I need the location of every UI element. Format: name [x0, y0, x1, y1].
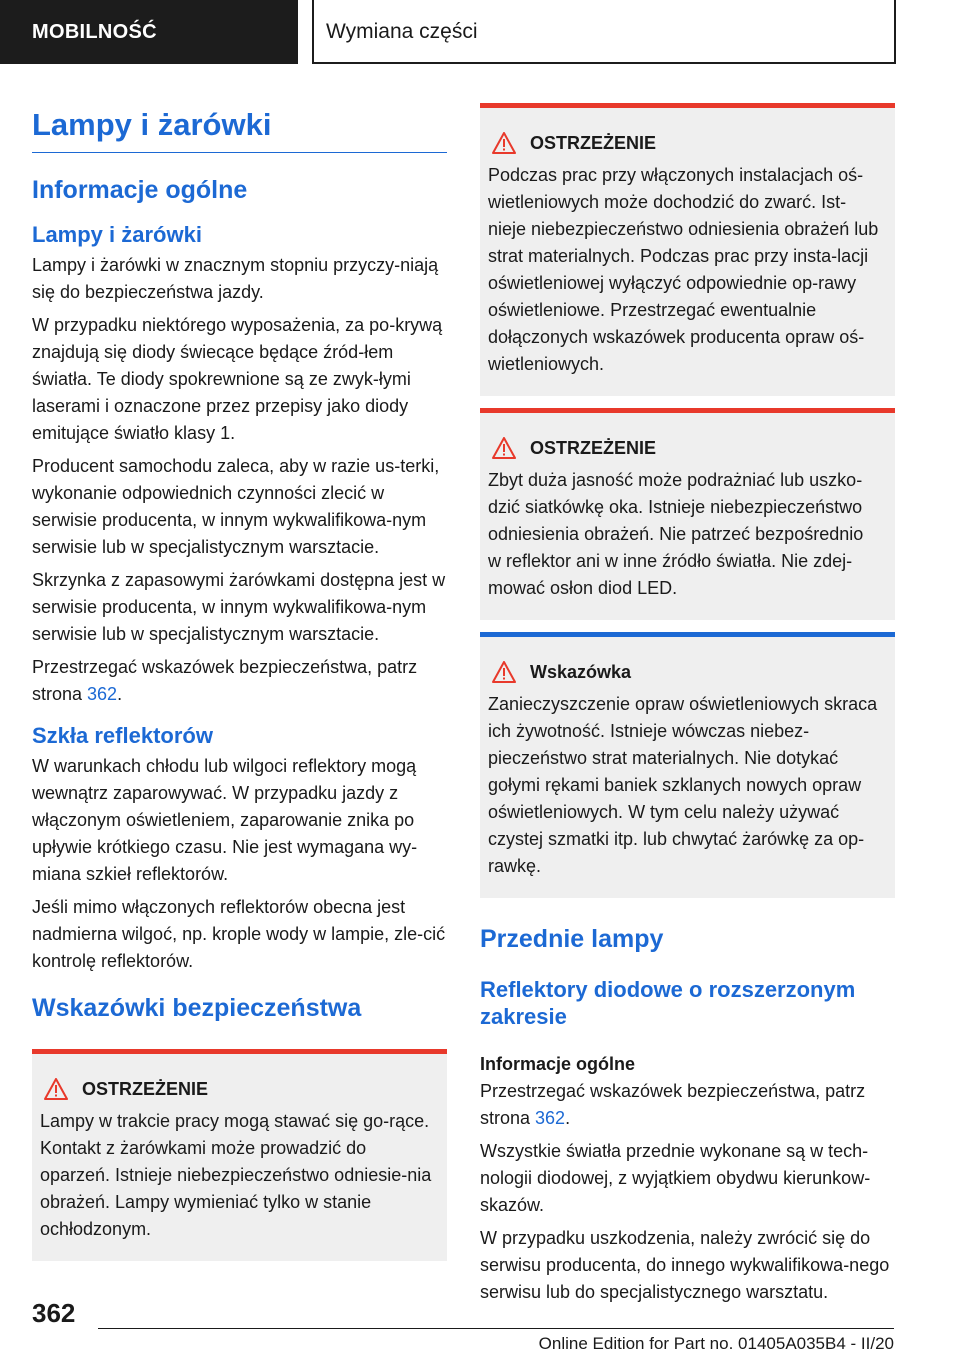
note-text: Zanieczyszczenie opraw oświetleniowych skraca ich żywotność. Istnieje wówczas niebez-pieczeństwo strat materialnych. Nie dotykać gołymi rękami baniek szklanych nowych opraw oświetleniowych. W tym celu należy używać czystej szmatki itp. lub chwytać żarówkę za op-rawkę. [488, 694, 878, 876]
note-title-text: Wskazówka [530, 661, 632, 682]
note-triangle-icon [492, 661, 516, 683]
paragraph: Wszystkie światła przednie wykonane są w tech-nologii diodowej, z wyjątkiem obydwu kierunkow-skazów. [480, 1141, 871, 1215]
warning-title-text: OSTRZEŻENIE [530, 437, 657, 458]
note-title [488, 659, 881, 685]
warning-title [40, 1076, 433, 1102]
right-column [480, 103, 895, 1312]
led-heading: Reflektory diodowe o rozszerzonym zakresie [480, 977, 856, 1029]
edition-text: Online Edition for Part no. 01405A035B4 - II/20 [538, 1334, 894, 1353]
paragraph: Lampy i żarówki w znacznym stopniu przyczy-niają się do bezpieczeństwa jazdy. [32, 255, 439, 302]
warning-triangle-icon [492, 132, 516, 154]
page-header [0, 0, 960, 66]
warning-box [480, 408, 895, 620]
warning-text: Lampy w trakcie pracy mogą stawać się go-rące. Kontakt z żarówkami może prowadzić do oparzeń. Istnieje niebezpieczeństwo odniesie-nia obrażeń. Lampy wymieniać tylko w stanie ochłodzonym. [40, 1111, 432, 1239]
paragraph: W przypadku uszkodzenia, należy zwrócić się do serwisu producenta, do innego wykwalifikowa-nego serwisu lub do specjalistycznego warsztatu. [480, 1228, 890, 1302]
warning-text: Zbyt duża jasność może podrażniać lub uszko-dzić siatkówkę oka. Istnieje niebezpieczeństwo odniesienia obrażeń. Nie patrzeć bezpośrednio w reflektor ani w inne źródło światła. Nie zdej-mować osłon diod LED. [488, 470, 864, 598]
warning-title-text: OSTRZEŻENIE [530, 132, 657, 153]
warning-triangle-icon [492, 437, 516, 459]
warning-box [480, 103, 895, 396]
note-box [480, 632, 895, 898]
lamps-heading: Lampy i żarówki [32, 222, 202, 247]
page-reference-link[interactable]: 362 [87, 684, 118, 704]
warning-text: Podczas prac przy włączonych instalacjach oś-wietleniowych może dochodzić do zwarć. Ist-nieje niebezpieczeństwo odniesienia obrażeń lub strat materialnych. Podczas prac przy insta-lacji oświetleniowej wyłączyć odpowiednie op-rawy oświetleniowe. Przestrzegać ewentualnie dołączonych wskazówek producenta opraw oś-wietleniowych. [488, 165, 879, 374]
paragraph [32, 654, 447, 708]
safety-heading: Wskazówki bezpieczeństwa [32, 994, 362, 1022]
paragraph: Jeśli mimo włączonych reflektorów obecna jest nadmierna wilgoć, np. krople wody w lampie, zle-cić kontrolę reflektorów. [32, 897, 446, 971]
page-reference-link[interactable]: 362 [535, 1108, 566, 1128]
front-lamps-heading: Przednie lampy [480, 925, 664, 953]
warning-title [488, 435, 881, 461]
page-number: 362 [32, 1298, 76, 1328]
left-column [32, 100, 447, 1261]
paragraph: W przypadku niektórego wyposażenia, za po-krywą znajdują się diody świecące będące źród-łem światła. Te diody spokrewnione są ze zwyk-łymi laserami i oznaczone przez przepisy jako diody emitujące światło klasy 1. [32, 315, 443, 443]
warning-title [488, 130, 881, 156]
chapter-tab: Wymiana części [312, 0, 896, 64]
warning-triangle-icon [44, 1078, 68, 1100]
general-heading: Informacje ogólne [32, 176, 248, 204]
paragraph-text: Przestrzegać wskazówek bezpieczeństwa, patrz strona [32, 657, 418, 704]
paragraph: Producent samochodu zaleca, aby w razie us-terki, wykonanie odpowiednich czynności zlecić w serwisie producenta, w innym wykwalifikowa-nym serwisie lub w specjalistycznym warsztacie. [32, 456, 440, 557]
warning-title-text: OSTRZEŻENIE [82, 1078, 209, 1099]
paragraph: Skrzynka z zapasowymi żarówkami dostępna jest w serwisie producenta, w innym wykwalifikowa-nym serwisie lub w specjalistycznym warsztacie. [32, 570, 446, 644]
glass-heading: Szkła reflektorów [32, 723, 213, 748]
section-tab: MOBILNOŚĆ [0, 0, 298, 64]
paragraph: W warunkach chłodu lub wilgoci reflektory mogą wewnątrz zaparowywać. W przypadku jazdy z włączonym oświetleniem, zaparowanie znika po upływie krótkiego czasu. Nie jest wymagana wy-miana szkieł reflektorów. [32, 756, 418, 884]
paragraph-end: . [117, 684, 123, 704]
general-subheading: Informacje ogólne [480, 1054, 636, 1074]
paragraph [480, 1078, 895, 1132]
footer-divider [98, 1328, 894, 1329]
page-title: Lampy i żarówki [32, 106, 447, 153]
warning-box [32, 1049, 447, 1261]
paragraph-end: . [565, 1108, 571, 1128]
paragraph-text: Przestrzegać wskazówek bezpieczeństwa, patrz strona [480, 1081, 866, 1128]
